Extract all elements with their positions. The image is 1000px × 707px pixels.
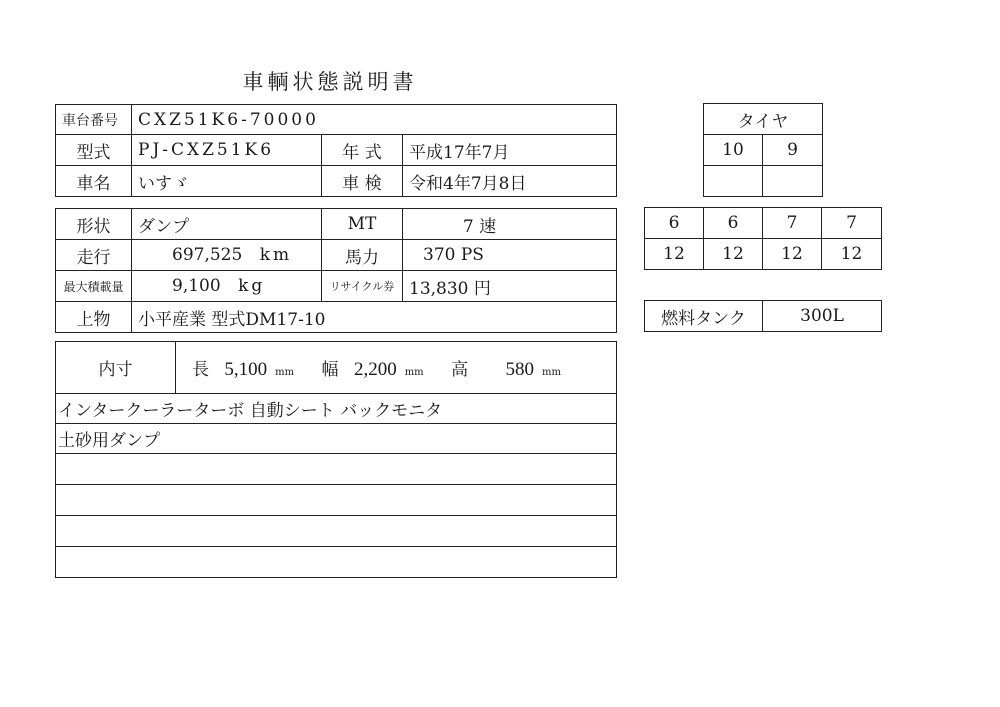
length-label: 長 xyxy=(192,359,209,380)
shape-value: ダンプ xyxy=(132,209,322,240)
mileage-unit: km xyxy=(259,245,293,265)
note-line-1: インタークーラーターボ 自動シート バックモニタ xyxy=(56,394,617,424)
model-label: 型式 xyxy=(56,135,132,166)
vehicle-name-value: いすゞ xyxy=(132,166,322,197)
body-value: 小平産業 型式DM17-10 xyxy=(132,302,617,333)
note-line-2: 土砂用ダンプ xyxy=(56,424,617,454)
recycle-ticket-value: 13,830 円 xyxy=(403,271,617,302)
tire-label: タイヤ xyxy=(704,104,823,135)
front-tire-left: 10 xyxy=(704,135,763,166)
note-line-3 xyxy=(56,454,617,485)
vehicle-info-table xyxy=(55,104,617,197)
front-tire-blank-left xyxy=(704,166,763,197)
document-title: 車輌状態説明書 xyxy=(242,70,418,94)
front-tire-blank-right xyxy=(763,166,823,197)
year-value: 平成17年7月 xyxy=(403,135,617,166)
year-label: 年 式 xyxy=(322,135,403,166)
rear-tire-top-3: 7 xyxy=(763,208,822,239)
mileage-label: 走行 xyxy=(56,240,132,271)
rear-tire-top-4: 7 xyxy=(822,208,882,239)
recycle-ticket-label: リサイクル券 xyxy=(322,271,403,302)
inner-dimensions-label: 内寸 xyxy=(56,342,176,394)
note-line-4 xyxy=(56,485,617,516)
fuel-tank-table xyxy=(644,300,882,332)
height-unit: mm xyxy=(541,366,561,378)
vehicle-name-label: 車名 xyxy=(56,166,132,197)
mt-value: 7 速 xyxy=(403,209,617,240)
rear-tire-bottom-4: 12 xyxy=(822,239,882,270)
rear-tire-top-2: 6 xyxy=(704,208,763,239)
max-load-value: 9,100 xyxy=(172,276,221,296)
note-line-6 xyxy=(56,547,617,578)
mileage-cell xyxy=(132,240,322,271)
front-tire-right: 9 xyxy=(763,135,823,166)
length-unit: mm xyxy=(275,366,295,378)
rear-tire-bottom-1: 12 xyxy=(645,239,704,270)
length-value: 5,100 xyxy=(224,358,268,380)
dimensions-notes-table xyxy=(55,341,617,578)
chassis-number-label: 車台番号 xyxy=(56,105,132,135)
fuel-tank-label: 燃料タンク xyxy=(645,301,763,332)
shape-label: 形状 xyxy=(56,209,132,240)
model-value: PJ-CXZ51K6 xyxy=(132,135,322,166)
body-label: 上物 xyxy=(56,302,132,333)
chassis-number-value: CXZ51K6-70000 xyxy=(132,105,617,135)
max-load-label: 最大積載量 xyxy=(56,271,132,302)
width-unit: mm xyxy=(404,366,424,378)
horsepower-label: 馬力 xyxy=(322,240,403,271)
front-tire-table xyxy=(703,103,823,197)
max-load-cell xyxy=(132,271,322,302)
rear-tire-top-1: 6 xyxy=(645,208,704,239)
height-value: 580 xyxy=(505,358,534,380)
fuel-tank-value: 300L xyxy=(763,301,882,332)
width-value: 2,200 xyxy=(353,358,397,380)
rear-tire-bottom-2: 12 xyxy=(704,239,763,270)
height-label: 高 xyxy=(451,359,469,380)
rear-tire-table xyxy=(644,207,882,270)
horsepower-value: 370 PS xyxy=(403,240,617,271)
inner-dimensions-values xyxy=(176,342,617,394)
mileage-value: 697,525 xyxy=(172,245,243,265)
max-load-unit: kg xyxy=(238,276,266,296)
width-label: 幅 xyxy=(321,359,339,380)
note-line-5 xyxy=(56,516,617,547)
inspection-value: 令和4年7月8日 xyxy=(403,166,617,197)
specs-table xyxy=(55,208,617,333)
mt-label: MT xyxy=(322,209,403,240)
inspection-label: 車 検 xyxy=(322,166,403,197)
rear-tire-bottom-3: 12 xyxy=(763,239,822,270)
